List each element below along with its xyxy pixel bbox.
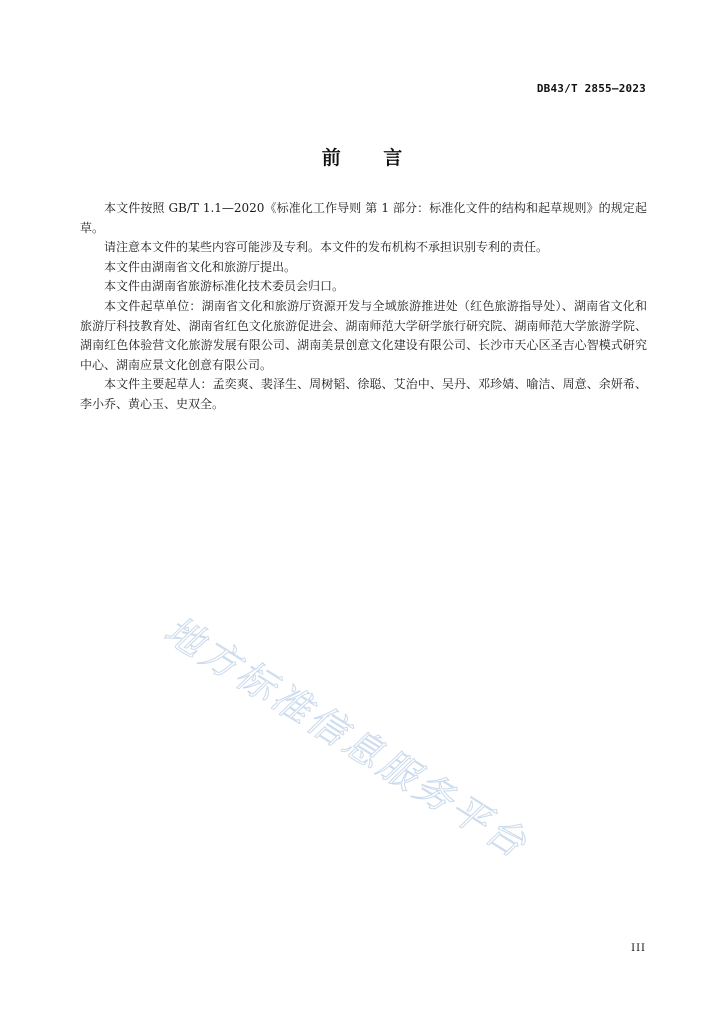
standard-code: DB43/T 2855—2023 — [536, 82, 646, 95]
paragraph-main-drafters: 本文件主要起草人：孟奕爽、裴泽生、周树韬、徐聪、艾治中、吴丹、邓珍婧、喻洁、周意、余妍希、李小乔、黄心玉、史双全。 — [80, 377, 647, 411]
section-title: 前 言 — [321, 147, 421, 169]
paragraph-proposer: 本文件由湖南省文化和旅游厅提出。 — [104, 259, 297, 274]
paragraph-drafting-rules: 本文件按照 GB/T 1.1—2020《标准化工作导则 第 1 部分：标准化文件的结构和起草规则》的规定起草。 — [80, 201, 647, 235]
watermark-text: 地方标准信息服务平台 — [156, 607, 537, 868]
page-number: III — [631, 943, 646, 954]
paragraph-centralized-by: 本文件由湖南省旅游标准化技术委员会归口。 — [104, 279, 345, 294]
paragraph-patent-notice: 请注意本文件的某些内容可能涉及专利。本文件的发布机构不承担识别专利的责任。 — [104, 240, 549, 255]
foreword-body — [80, 199, 647, 415]
paragraph-drafting-units: 本文件起草单位：湖南省文化和旅游厅资源开发与全域旅游推进处（红色旅游指导处）、湖南省文化和旅游厅科技教育处、湖南省红色文化旅游促进会、湖南师范大学研学旅行研究院、湖南师范大学旅游学院、湖南红色体验营文化旅游发展有限公司、湖南美景创意文化建设有限公司、长沙市天心区圣吉心智模式研究中心、湖南应景文化创意有限公司。 — [80, 298, 647, 372]
